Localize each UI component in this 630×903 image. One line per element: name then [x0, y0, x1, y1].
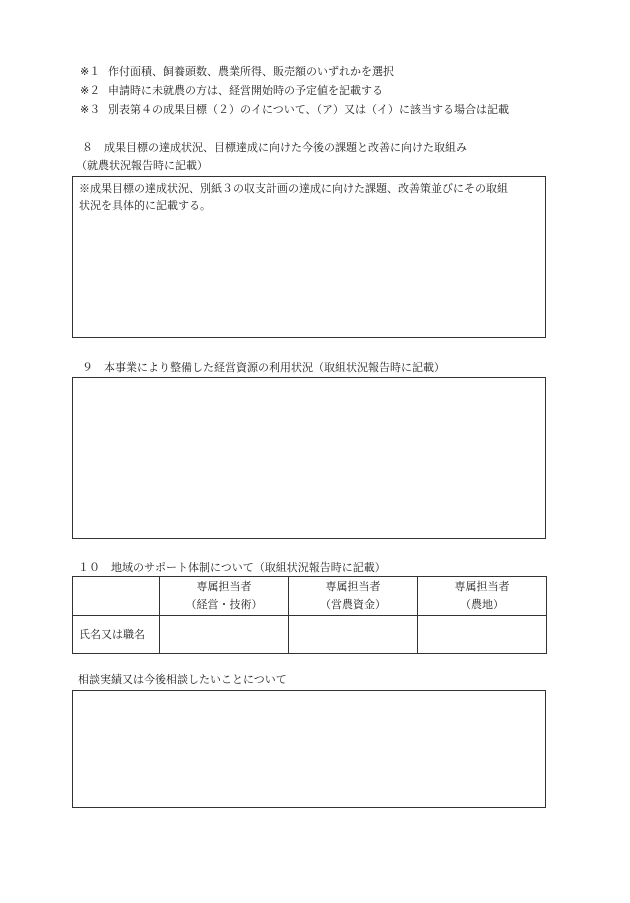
section-8-subheading: （就農状況報告時に記載）	[76, 159, 208, 172]
note-2-text: 申請時に未就農の方は、経営開始時の予定値を記載する	[108, 84, 383, 97]
support-table-header-management	[160, 577, 289, 616]
note-1-mark: ※１	[80, 65, 101, 78]
section-8-heading: ８ 成果目標の達成状況、目標達成に向けた今後の課題と改善に向けた取組み	[82, 141, 467, 154]
header-farmland-line-1: 専属担当者	[454, 580, 510, 593]
support-table-header-farmland	[418, 577, 547, 616]
support-table-cell-farmland[interactable]	[418, 616, 547, 654]
section-8-instruction-line-2: 状況を具体的に記載する。	[79, 199, 211, 212]
support-table-header-row	[73, 577, 547, 616]
support-table-row	[73, 616, 547, 654]
note-1-text: 作付面積、飼養頭数、農業所得、販売額のいずれかを選択	[108, 65, 394, 78]
support-table	[72, 576, 547, 654]
section-8-instruction	[79, 180, 539, 214]
header-funding-line-2: （営農資金）	[320, 598, 386, 611]
section-9-entry-box[interactable]	[72, 377, 546, 539]
note-1	[80, 65, 394, 79]
note-2	[80, 84, 383, 98]
note-3-text: 別表第４の成果目標（２）のイについて、（ア）又は（イ）に該当する場合は記載	[108, 103, 510, 116]
header-farmland-line-2: （農地）	[460, 598, 504, 611]
support-table-row-label: 氏名又は職名	[73, 616, 160, 654]
note-2-mark: ※２	[80, 84, 101, 97]
header-funding-line-1: 専属担当者	[325, 580, 381, 593]
header-management-line-2: （経営・技術）	[185, 598, 263, 611]
support-table-header-funding	[289, 577, 418, 616]
support-table-corner-cell	[73, 577, 160, 616]
section-9-heading: ９ 本事業により整備した経営資源の利用状況（取組状況報告時に記載）	[82, 361, 445, 374]
section-8-entry-box[interactable]	[72, 176, 546, 338]
section-10-heading: １０ 地域のサポート体制について（取組状況報告時に記載）	[78, 561, 386, 574]
consult-heading: 相談実績又は今後相談したいことについて	[78, 673, 287, 686]
consult-entry-box[interactable]	[72, 690, 546, 808]
note-3	[80, 103, 509, 117]
support-table-cell-management[interactable]	[160, 616, 289, 654]
header-management-line-1: 専属担当者	[196, 580, 252, 593]
note-3-mark: ※３	[80, 103, 101, 116]
section-8-instruction-line-1: ※成果目標の達成状況、別紙３の収支計画の達成に向けた課題、改善策並びにその取組	[79, 182, 508, 195]
support-table-cell-funding[interactable]	[289, 616, 418, 654]
